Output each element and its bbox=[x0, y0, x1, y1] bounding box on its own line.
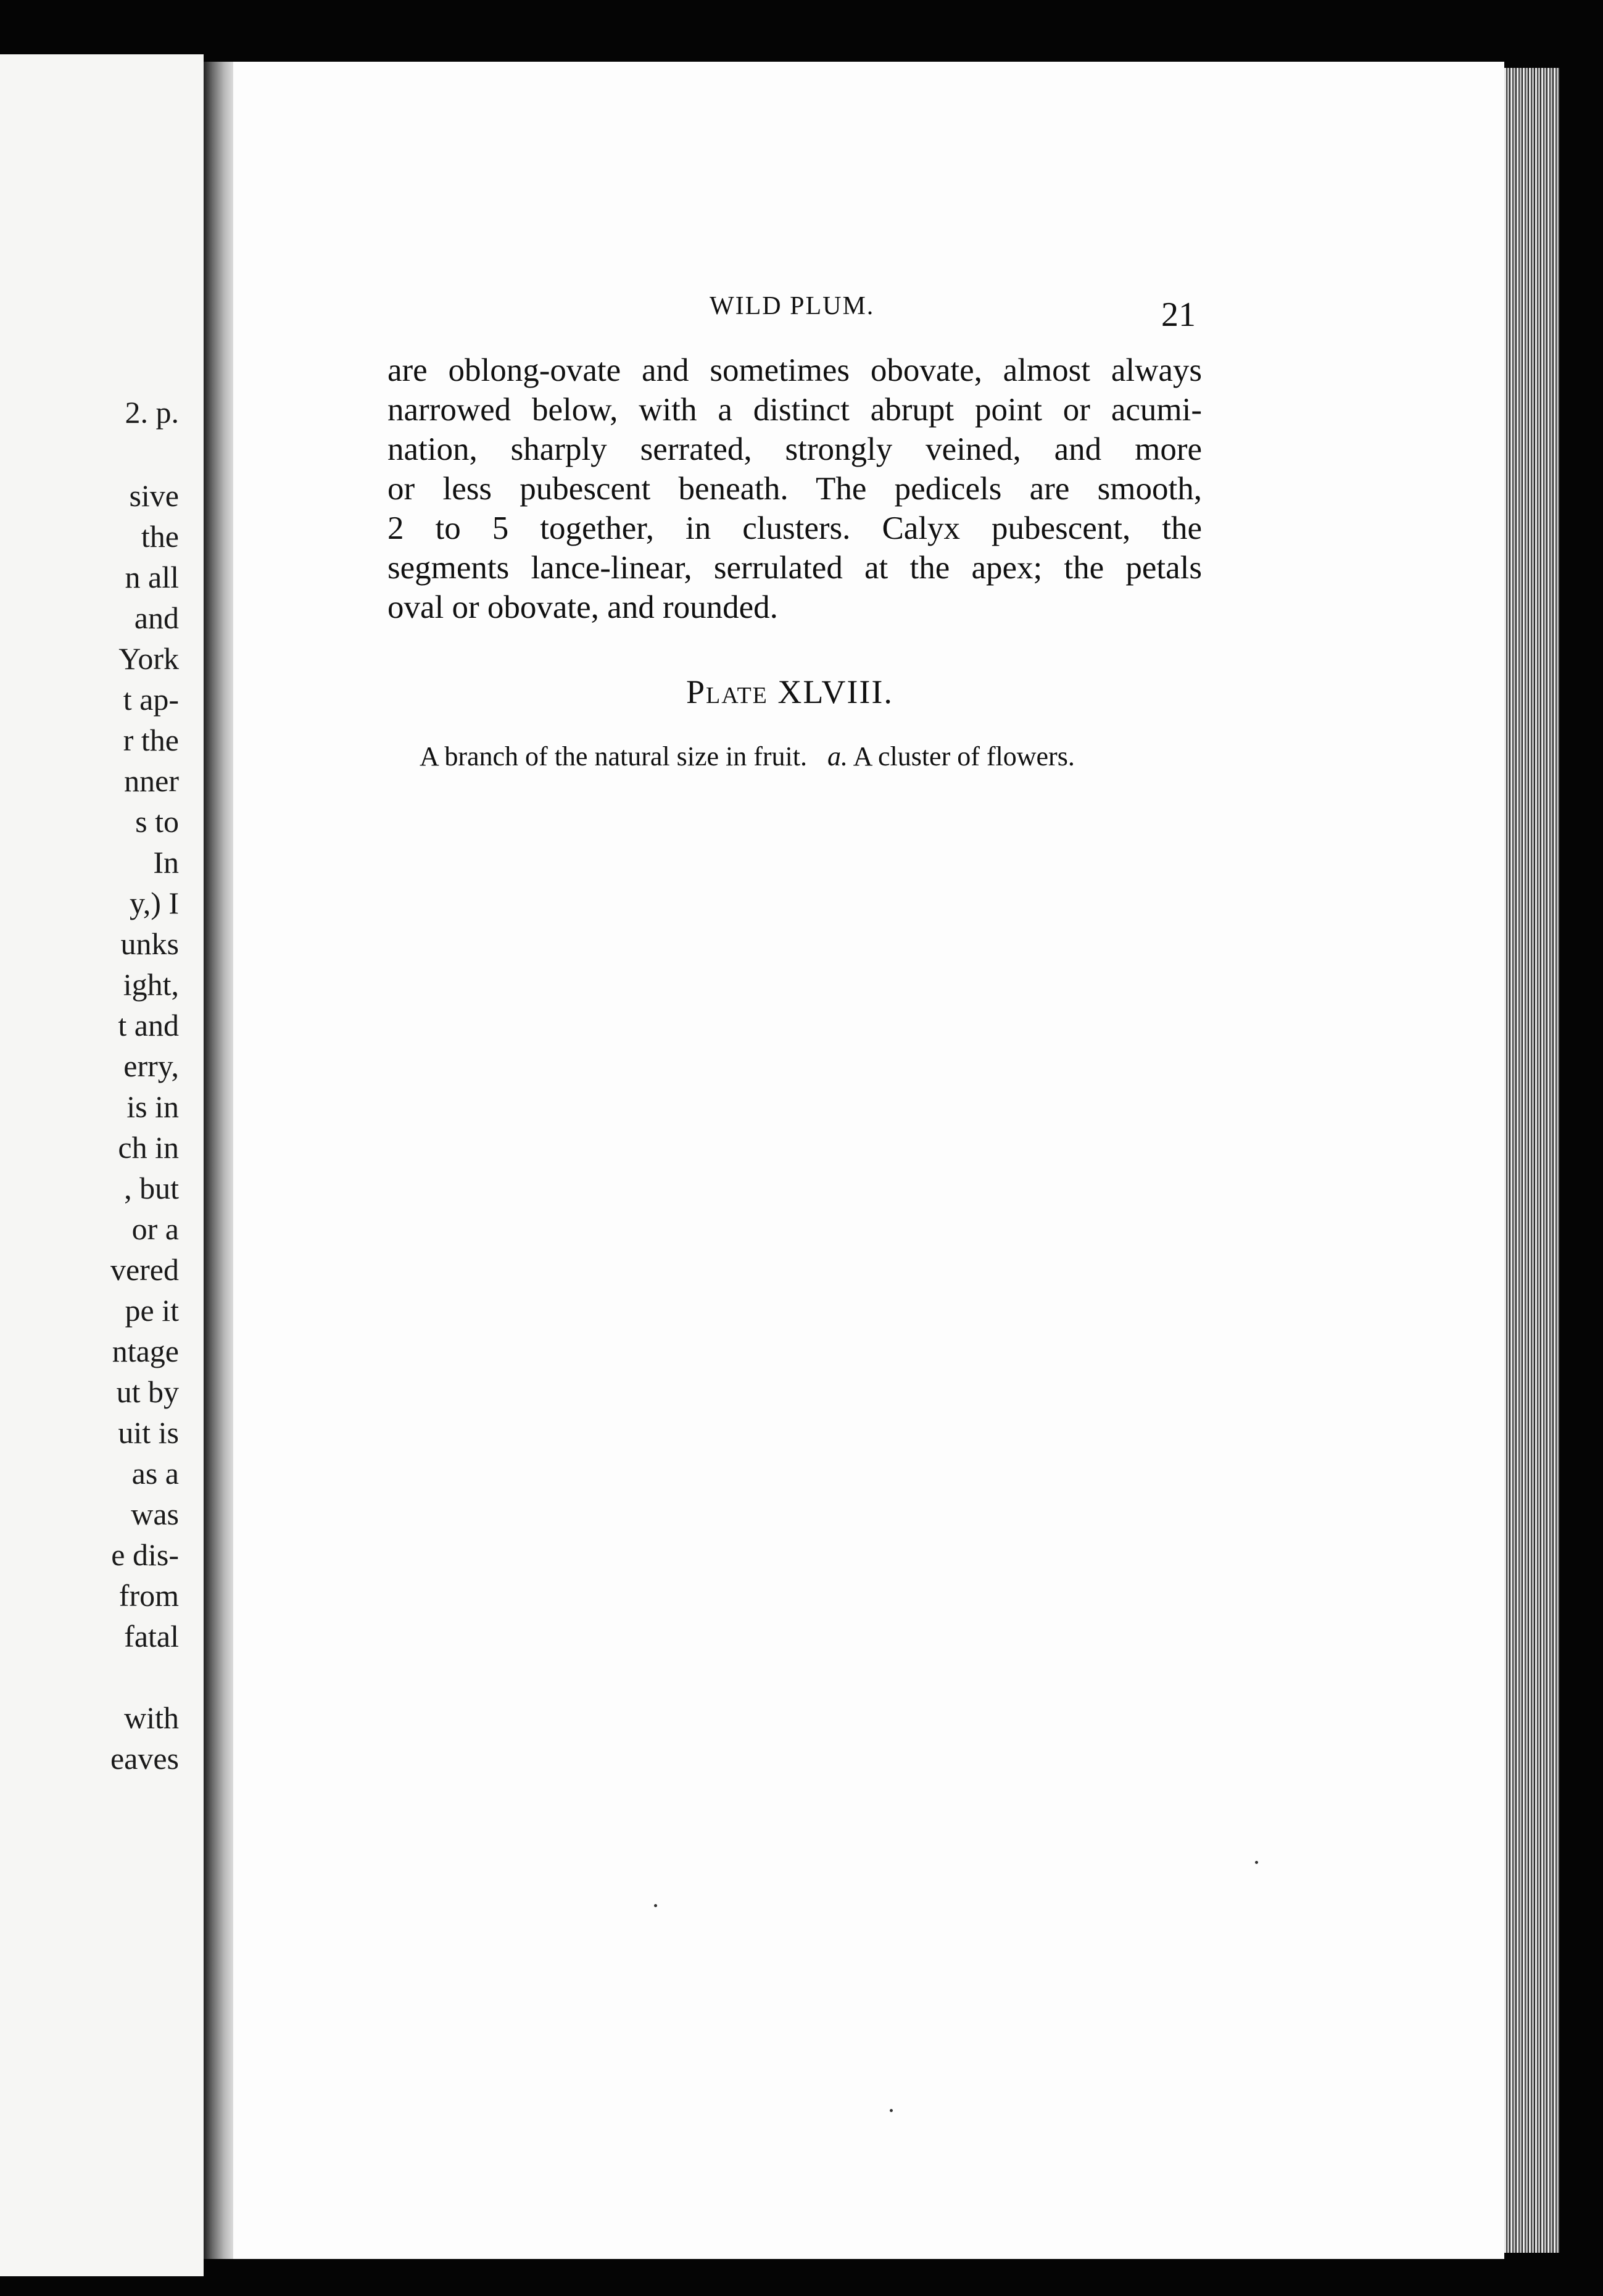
left-page-line: sive bbox=[129, 478, 179, 513]
left-page-line: ight, bbox=[123, 967, 179, 1002]
plate-caption bbox=[420, 741, 1075, 772]
body-line: or less pubescent beneath. The pedicels are smooth, bbox=[387, 471, 1202, 507]
left-page-line: fatal bbox=[124, 1619, 179, 1653]
left-page-line: with bbox=[124, 1700, 179, 1735]
running-head: WILD PLUM. bbox=[710, 292, 875, 320]
left-page-line: t and bbox=[118, 1008, 179, 1042]
left-page-line: ch in bbox=[118, 1130, 179, 1165]
left-page-line: ntage bbox=[112, 1334, 179, 1368]
body-line: segments lance-linear, serrulated at the apex; the petals bbox=[387, 550, 1202, 586]
left-page-line: e dis- bbox=[111, 1537, 179, 1572]
page-number: 21 bbox=[1161, 296, 1196, 334]
body-line: oval or obovate, and rounded. bbox=[387, 589, 778, 625]
body-line: are oblong-ovate and sometimes obovate, almost always bbox=[387, 352, 1202, 388]
left-page-line: or a bbox=[131, 1212, 179, 1246]
left-page-line: In bbox=[153, 845, 179, 880]
left-page-line: t ap- bbox=[123, 682, 179, 717]
left-page-line: from bbox=[118, 1578, 179, 1613]
left-page-line: s to bbox=[135, 804, 179, 839]
page-edges bbox=[1504, 68, 1560, 2253]
left-page-line: vered bbox=[110, 1252, 179, 1287]
book-gutter bbox=[204, 62, 233, 2259]
caption-italic-label: a. bbox=[827, 741, 848, 772]
left-page-line: unks bbox=[120, 926, 179, 961]
left-page-line: the bbox=[141, 519, 179, 554]
paper-speck bbox=[654, 1904, 657, 1907]
left-page-line: 2. p. bbox=[125, 395, 179, 430]
left-page-line: and bbox=[134, 601, 179, 635]
body-paragraph bbox=[387, 351, 1202, 627]
caption-text: A branch of the natural size in fruit. bbox=[420, 741, 808, 772]
left-page-line: n all bbox=[125, 560, 179, 594]
left-page bbox=[0, 54, 204, 2276]
left-page-line: nner bbox=[124, 763, 179, 798]
left-page-line: as a bbox=[131, 1456, 179, 1491]
left-page-line: ut by bbox=[116, 1375, 179, 1409]
left-page-line: r the bbox=[123, 723, 179, 757]
left-page-line: y,) I bbox=[129, 886, 179, 920]
plate-heading: Plate XLVIII. bbox=[686, 673, 893, 710]
left-page-line: was bbox=[131, 1497, 179, 1531]
body-line: nation, sharply serrated, strongly veined, and more bbox=[387, 431, 1202, 467]
left-page-line: pe it bbox=[125, 1293, 179, 1328]
paper-speck bbox=[1255, 1861, 1258, 1864]
left-page-line: uit is bbox=[118, 1415, 179, 1450]
caption-text: A cluster of flowers. bbox=[853, 741, 1075, 772]
paper-speck bbox=[890, 2109, 893, 2112]
left-page-line: is in bbox=[126, 1089, 179, 1124]
left-page-line: , but bbox=[124, 1171, 179, 1205]
body-line: 2 to 5 together, in clusters. Calyx pubescent, the bbox=[387, 510, 1202, 546]
left-page-line: erry, bbox=[123, 1049, 179, 1083]
body-line: narrowed below, with a distinct abrupt point or acumi- bbox=[387, 392, 1202, 428]
left-page-line: York bbox=[118, 641, 179, 676]
left-page-line: eaves bbox=[110, 1741, 179, 1776]
